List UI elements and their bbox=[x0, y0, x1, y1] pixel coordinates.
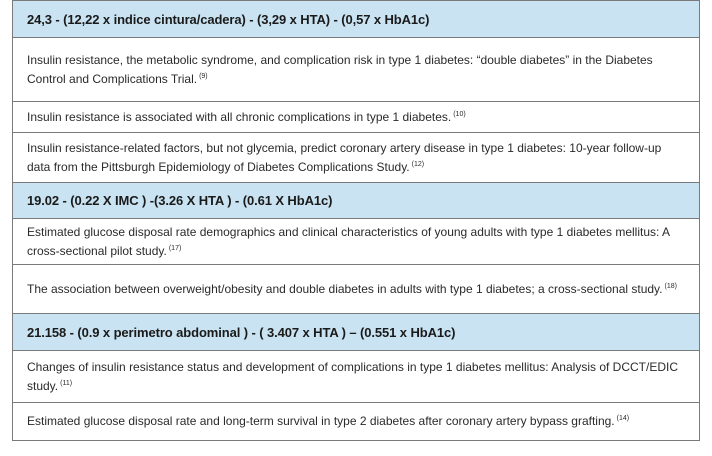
reference-title: The association between overweight/obesity and double diabetes in adults with type 1 diabetes; a cross-sectional study. bbox=[27, 281, 663, 296]
reference-row bbox=[12, 133, 700, 183]
formula-text: 24,3 - (12,22 x indice cintura/cadera) - (3,29 x HTA) - (0,57 x HbA1c) bbox=[27, 11, 430, 27]
reference-text bbox=[27, 358, 685, 396]
formula-text: 21.158 - (0.9 x perimetro abdominal ) - ( 3.407 x HTA ) – (0.551 x HbA1c) bbox=[27, 324, 456, 340]
reference-text bbox=[27, 412, 629, 431]
formula-header-row bbox=[12, 183, 700, 219]
reference-citation: (17) bbox=[168, 244, 182, 252]
formula-header-row bbox=[12, 314, 700, 351]
reference-title: Estimated glucose disposal rate and long-term survival in type 2 diabetes after coronary artery bypass grafting. bbox=[27, 414, 615, 428]
reference-citation: (9) bbox=[199, 72, 208, 80]
reference-citation: (12) bbox=[411, 160, 425, 168]
reference-citation: (10) bbox=[453, 110, 466, 118]
reference-row bbox=[12, 219, 700, 265]
reference-text bbox=[27, 51, 685, 89]
reference-title: Insulin resistance is associated with all chronic complications in type 1 diabetes. bbox=[27, 109, 452, 124]
formula-header-row bbox=[12, 1, 700, 38]
reference-text bbox=[27, 223, 685, 261]
reference-text bbox=[27, 280, 677, 299]
reference-row bbox=[12, 38, 700, 102]
reference-title: Insulin resistance-related factors, but not glycemia, predict coronary artery disease in type 1 diabetes: 10-year follow-up data from the Pittsburgh Epidemiology of Diabetes Complications Study. bbox=[27, 140, 662, 174]
reference-citation: (14) bbox=[616, 415, 630, 422]
reference-row bbox=[12, 102, 700, 133]
reference-title: Insulin resistance, the metabolic syndrome, and complication risk in type 1 diabetes: “double diabetes” in the Diabetes Control and Complications Trial. bbox=[27, 52, 653, 86]
reference-text bbox=[27, 108, 466, 127]
reference-title: Changes of insulin resistance status and development of complications in type 1 diabetes mellitus: Analysis of DCCT/EDIC study. bbox=[27, 359, 678, 393]
reference-citation: (18) bbox=[664, 282, 677, 290]
reference-citation: (11) bbox=[60, 379, 73, 387]
reference-table bbox=[12, 0, 700, 441]
reference-row bbox=[12, 403, 700, 441]
reference-title: Estimated glucose disposal rate demographics and clinical characteristics of young adults with type 1 diabetes mellitus: A cross-sectional pilot study. bbox=[27, 224, 670, 258]
formula-text: 19.02 - (0.22 X IMC ) -(3.26 X HTA ) - (0.61 X HbA1c) bbox=[27, 193, 333, 208]
reference-text bbox=[27, 139, 685, 177]
reference-row bbox=[12, 351, 700, 403]
reference-row bbox=[12, 265, 700, 314]
